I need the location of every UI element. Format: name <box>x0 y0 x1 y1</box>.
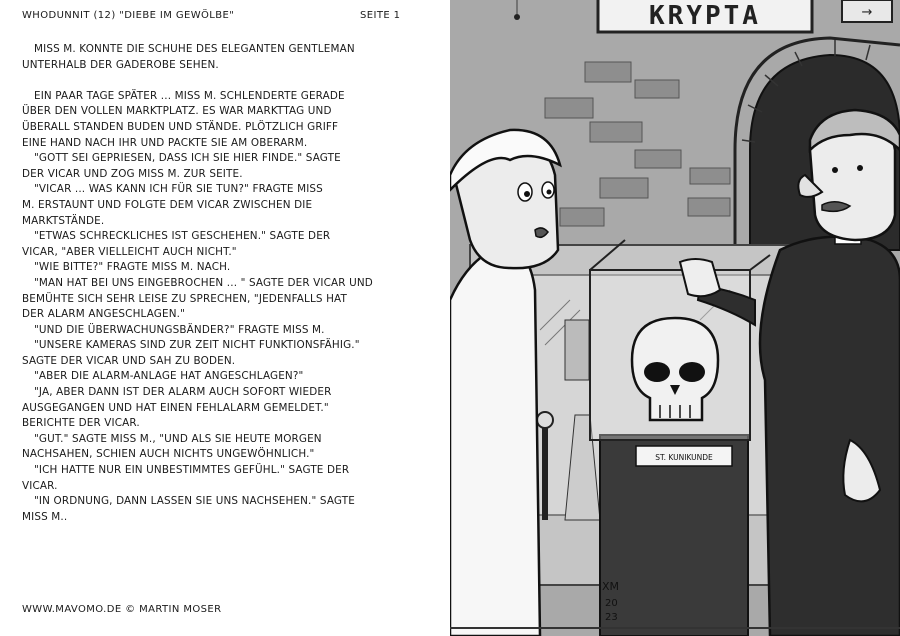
story-paragraph: EIN PAAR TAGE SPÄTER ... MISS M. SCHLENDERTE GERADE ÜBER DEN VOLLEN MARKTPLATZ. ES WAR MARKTTAG UND ÜBERALL STANDEN BUDEN UND STÄNDE. PLÖTZLICH GRIFF EINE HAND NACH IHR UND PACKTE SIE AM OBERARM. <box>22 89 345 149</box>
comic-illustration <box>450 0 900 636</box>
skull-eye-right <box>679 362 705 382</box>
story-paragraph: "IN ORDNUNG, DANN LASSEN SIE UNS NACHSEHEN." SAGTE MISS M.. <box>22 495 355 523</box>
story-paragraph: "WIE BITTE?" FRAGTE MISS M. NACH. <box>34 261 231 274</box>
vicar-eye <box>832 167 838 173</box>
story-paragraph: "ETWAS SCHRECKLICHES IST GESCHEHEN." SAGTE DER VICAR, "ABER VIELLEICHT AUCH NICHT." <box>22 230 331 258</box>
story-paragraph: "UND DIE ÜBERWACHUNGSBÄNDER?" FRAGTE MISS M. <box>34 323 325 336</box>
story-paragraph: "VICAR ... WAS KANN ICH FÜR SIE TUN?" FRAGTE MISS M. ERSTAUNT UND FOLGTE DEM VICAR ZWISCHEN DIE MARKTSTÄNDE. <box>22 183 323 227</box>
relic-plaque-label: ST. KUNIKUNDE <box>655 453 713 462</box>
vicar-body <box>760 237 900 636</box>
story-paragraph: "UNSERE KAMERAS SIND ZUR ZEIT NICHT FUNKTIONSFÄHIG." SAGTE DER VICAR UND SAH ZU BODEN. <box>22 339 360 367</box>
story-paragraph: "ABER DIE ALARM-ANLAGE HAT ANGESCHLAGEN?" <box>34 370 304 383</box>
story-paragraph: MISS M. KONNTE DIE SCHUHE DES ELEGANTEN GENTLEMAN UNTERHALB DER GADEROBE SEHEN. <box>22 43 355 71</box>
jar-artifact <box>565 320 589 380</box>
comic-panel-drawing <box>450 0 900 636</box>
signature-year-bottom: 23 <box>605 612 618 623</box>
credit-footer: WWW.MAVOMO.DE © MARTIN MOSER <box>22 604 222 615</box>
miss-m-body <box>450 245 540 636</box>
spider-icon <box>514 14 520 20</box>
story-paragraph: "GOTT SEI GEPRIESEN, DASS ICH SIE HIER FINDE." SAGTE DER VICAR UND ZOG MISS M. ZUR SEITE. <box>22 152 341 180</box>
page-number: SEITE 1 <box>360 10 401 21</box>
story-paragraph: "GUT." SAGTE MISS M., "UND ALS SIE HEUTE MORGEN NACHSAHEN, SCHIEN AUCH NICHTS UNGEWÖHNLICH." <box>22 432 322 461</box>
story-paragraph: "MAN HAT BEI UNS EINGEBROCHEN ... " SAGTE DER VICAR UND BEMÜHTE SICH SEHR LEISE ZU SPRECHEN, "JEDENFALLS HAT DER ALARM ANGESCHLAGEN." <box>22 276 373 321</box>
crypt-sign-text: KRYPTA <box>649 1 761 31</box>
story-paragraph: "ICH HATTE NUR EIN UNBESTIMMTES GEFÜHL." SAGTE DER VICAR. <box>22 464 350 492</box>
artist-signature: XM <box>602 580 620 593</box>
exit-sign-arrow: → <box>861 5 873 20</box>
story-paragraph: "JA, ABER DANN IST DER ALARM AUCH SOFORT WIEDER AUSGEGANGEN UND HAT EINEN FEHLALARM GEMELDET." BERICHTE DER VICAR. <box>22 386 332 430</box>
skull-eye-left <box>644 362 670 382</box>
story-text <box>22 42 402 525</box>
series-title: WHODUNNIT (12) "DIEBE IM GEWÖLBE" <box>22 10 235 21</box>
signature-year-top: 20 <box>605 598 618 609</box>
